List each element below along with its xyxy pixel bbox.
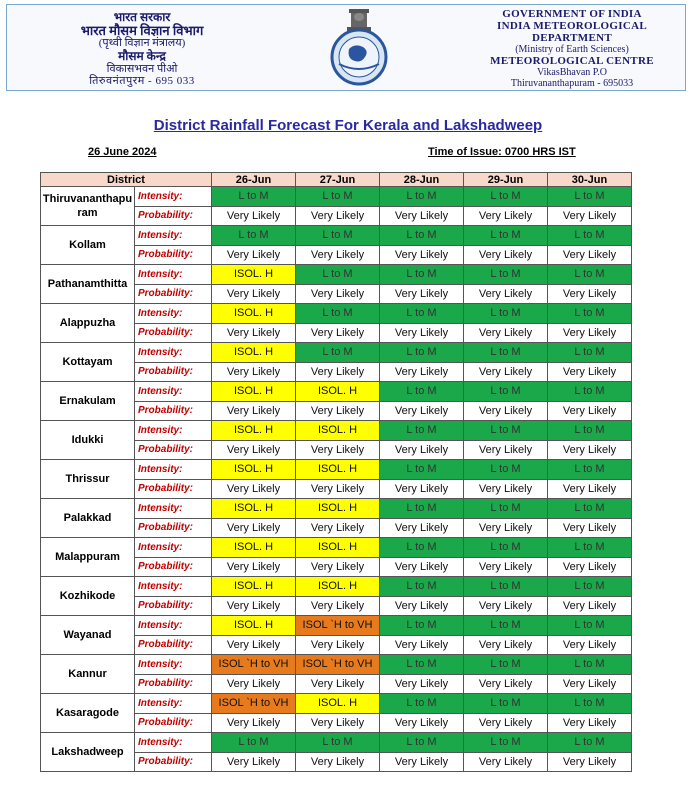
date-column-header: 28-Jun: [380, 173, 464, 187]
english-line: VikasBhavan P.O: [537, 67, 607, 78]
probability-cell: Very Likely: [548, 362, 632, 382]
probability-cell: Very Likely: [212, 206, 296, 226]
district-name: Thrissur: [41, 460, 135, 499]
intensity-label: Intensity:: [135, 616, 212, 636]
intensity-cell: L to M: [548, 382, 632, 402]
intensity-cell: ISOL `H to VH: [212, 694, 296, 714]
intensity-cell: L to M: [548, 655, 632, 675]
district-column-header: District: [41, 173, 212, 187]
district-name: Alappuzha: [41, 304, 135, 343]
intensity-label: Intensity:: [135, 187, 212, 207]
intensity-cell: L to M: [464, 616, 548, 636]
intensity-cell: L to M: [380, 304, 464, 324]
intensity-row: [41, 421, 632, 441]
intensity-cell: L to M: [548, 616, 632, 636]
intensity-cell: L to M: [548, 733, 632, 753]
probability-cell: Very Likely: [380, 713, 464, 733]
probability-cell: Very Likely: [548, 518, 632, 538]
probability-cell: Very Likely: [464, 635, 548, 655]
probability-cell: Very Likely: [464, 323, 548, 343]
probability-cell: Very Likely: [212, 323, 296, 343]
probability-cell: Very Likely: [464, 284, 548, 304]
probability-cell: Very Likely: [548, 713, 632, 733]
intensity-cell: L to M: [464, 694, 548, 714]
intensity-cell: L to M: [380, 499, 464, 519]
probability-cell: Very Likely: [380, 674, 464, 694]
english-header: [457, 8, 687, 89]
date-column-header: 26-Jun: [212, 173, 296, 187]
intensity-label: Intensity:: [135, 538, 212, 558]
probability-cell: Very Likely: [296, 401, 380, 421]
intensity-cell: L to M: [296, 265, 380, 285]
intensity-row: [41, 538, 632, 558]
probability-label: Probability:: [135, 401, 212, 421]
intensity-cell: L to M: [380, 694, 464, 714]
intensity-cell: L to M: [464, 655, 548, 675]
probability-label: Probability:: [135, 245, 212, 265]
probability-cell: Very Likely: [380, 518, 464, 538]
probability-cell: Very Likely: [296, 635, 380, 655]
probability-cell: Very Likely: [212, 284, 296, 304]
intensity-cell: L to M: [548, 304, 632, 324]
probability-cell: Very Likely: [212, 401, 296, 421]
district-name: Lakshadweep: [41, 733, 135, 772]
probability-cell: Very Likely: [296, 206, 380, 226]
probability-label: Probability:: [135, 479, 212, 499]
probability-label: Probability:: [135, 284, 212, 304]
probability-cell: Very Likely: [464, 401, 548, 421]
intensity-cell: ISOL `H to VH: [296, 655, 380, 675]
probability-cell: Very Likely: [548, 206, 632, 226]
intensity-row: [41, 343, 632, 363]
probability-cell: Very Likely: [296, 557, 380, 577]
intensity-cell: L to M: [464, 304, 548, 324]
intensity-cell: L to M: [380, 616, 464, 636]
intensity-label: Intensity:: [135, 343, 212, 363]
intensity-cell: L to M: [548, 538, 632, 558]
intensity-label: Intensity:: [135, 733, 212, 753]
probability-cell: Very Likely: [212, 440, 296, 460]
probability-cell: Very Likely: [548, 284, 632, 304]
probability-cell: Very Likely: [212, 713, 296, 733]
probability-cell: Very Likely: [212, 479, 296, 499]
hindi-line: मौसम केन्द्र: [118, 49, 166, 63]
intensity-cell: ISOL. H: [296, 577, 380, 597]
intensity-cell: L to M: [380, 655, 464, 675]
probability-cell: Very Likely: [212, 674, 296, 694]
intensity-row: [41, 733, 632, 753]
probability-cell: Very Likely: [464, 206, 548, 226]
probability-cell: Very Likely: [380, 206, 464, 226]
district-name: Kasaragode: [41, 694, 135, 733]
intensity-cell: L to M: [380, 187, 464, 207]
intensity-cell: L to M: [464, 265, 548, 285]
probability-cell: Very Likely: [380, 401, 464, 421]
probability-cell: Very Likely: [212, 596, 296, 616]
intensity-cell: ISOL. H: [296, 421, 380, 441]
issue-date: 26 June 2024: [88, 146, 157, 158]
probability-cell: Very Likely: [380, 479, 464, 499]
intensity-row: [41, 304, 632, 324]
probability-cell: Very Likely: [464, 752, 548, 772]
intensity-label: Intensity:: [135, 265, 212, 285]
probability-cell: Very Likely: [464, 713, 548, 733]
imd-emblem-icon: [319, 9, 399, 89]
probability-cell: Very Likely: [212, 518, 296, 538]
probability-cell: Very Likely: [380, 323, 464, 343]
probability-cell: Very Likely: [464, 245, 548, 265]
intensity-cell: ISOL. H: [296, 694, 380, 714]
probability-label: Probability:: [135, 206, 212, 226]
intensity-row: [41, 265, 632, 285]
intensity-cell: L to M: [380, 382, 464, 402]
probability-cell: Very Likely: [548, 674, 632, 694]
probability-cell: Very Likely: [548, 479, 632, 499]
intensity-cell: L to M: [548, 265, 632, 285]
intensity-cell: L to M: [380, 226, 464, 246]
probability-cell: Very Likely: [212, 752, 296, 772]
intensity-cell: L to M: [464, 343, 548, 363]
intensity-cell: L to M: [548, 226, 632, 246]
intensity-cell: L to M: [464, 460, 548, 480]
probability-cell: Very Likely: [464, 557, 548, 577]
probability-cell: Very Likely: [548, 635, 632, 655]
intensity-cell: L to M: [464, 733, 548, 753]
intensity-row: [41, 382, 632, 402]
intensity-cell: ISOL `H to VH: [212, 655, 296, 675]
intensity-cell: ISOL. H: [212, 460, 296, 480]
intensity-cell: ISOL. H: [296, 382, 380, 402]
table-header-row: [41, 173, 632, 187]
probability-cell: Very Likely: [548, 557, 632, 577]
probability-cell: Very Likely: [380, 284, 464, 304]
probability-cell: Very Likely: [548, 752, 632, 772]
probability-cell: Very Likely: [296, 479, 380, 499]
intensity-label: Intensity:: [135, 382, 212, 402]
intensity-cell: L to M: [380, 343, 464, 363]
district-name: Idukki: [41, 421, 135, 460]
probability-cell: Very Likely: [380, 245, 464, 265]
probability-label: Probability:: [135, 752, 212, 772]
probability-cell: Very Likely: [464, 362, 548, 382]
intensity-label: Intensity:: [135, 304, 212, 324]
district-name: Ernakulam: [41, 382, 135, 421]
probability-label: Probability:: [135, 674, 212, 694]
probability-label: Probability:: [135, 518, 212, 538]
probability-cell: Very Likely: [464, 440, 548, 460]
probability-label: Probability:: [135, 713, 212, 733]
intensity-row: [41, 655, 632, 675]
intensity-cell: ISOL. H: [212, 265, 296, 285]
intensity-cell: ISOL. H: [212, 343, 296, 363]
district-name: Thiruvananthapuram: [41, 187, 135, 226]
probability-cell: Very Likely: [380, 440, 464, 460]
intensity-cell: L to M: [296, 304, 380, 324]
intensity-cell: L to M: [464, 538, 548, 558]
probability-cell: Very Likely: [296, 323, 380, 343]
intensity-cell: L to M: [212, 733, 296, 753]
intensity-cell: L to M: [548, 499, 632, 519]
intensity-label: Intensity:: [135, 694, 212, 714]
intensity-cell: L to M: [464, 577, 548, 597]
intensity-cell: L to M: [296, 343, 380, 363]
english-line: GOVERNMENT OF INDIA: [502, 8, 642, 20]
intensity-cell: L to M: [296, 733, 380, 753]
intensity-label: Intensity:: [135, 499, 212, 519]
intensity-label: Intensity:: [135, 655, 212, 675]
probability-label: Probability:: [135, 440, 212, 460]
date-column-header: 30-Jun: [548, 173, 632, 187]
district-name: Kottayam: [41, 343, 135, 382]
issue-time: Time of Issue: 0700 HRS IST: [428, 146, 576, 158]
probability-cell: Very Likely: [296, 518, 380, 538]
intensity-cell: ISOL. H: [212, 304, 296, 324]
intensity-cell: ISOL. H: [212, 421, 296, 441]
intensity-cell: ISOL. H: [212, 382, 296, 402]
intensity-cell: L to M: [464, 226, 548, 246]
probability-label: Probability:: [135, 635, 212, 655]
probability-cell: Very Likely: [296, 713, 380, 733]
hindi-header: [67, 11, 217, 88]
english-line: Thiruvananthapuram - 695033: [510, 78, 634, 89]
probability-cell: Very Likely: [548, 401, 632, 421]
probability-cell: Very Likely: [380, 557, 464, 577]
probability-cell: Very Likely: [464, 596, 548, 616]
intensity-cell: L to M: [548, 694, 632, 714]
intensity-cell: L to M: [380, 577, 464, 597]
intensity-cell: L to M: [212, 226, 296, 246]
probability-cell: Very Likely: [212, 635, 296, 655]
intensity-cell: ISOL. H: [212, 577, 296, 597]
probability-cell: Very Likely: [296, 362, 380, 382]
probability-cell: Very Likely: [464, 479, 548, 499]
english-line: (Ministry of Earth Sciences): [515, 44, 629, 55]
intensity-row: [41, 187, 632, 207]
probability-cell: Very Likely: [380, 752, 464, 772]
forecast-table: [40, 172, 632, 772]
probability-cell: Very Likely: [548, 323, 632, 343]
probability-cell: Very Likely: [380, 596, 464, 616]
probability-cell: Very Likely: [380, 635, 464, 655]
intensity-cell: ISOL. H: [212, 616, 296, 636]
intensity-cell: L to M: [548, 187, 632, 207]
intensity-cell: L to M: [380, 460, 464, 480]
hindi-line: विकासभवन पीओ: [106, 63, 178, 75]
district-name: Kozhikode: [41, 577, 135, 616]
intensity-cell: L to M: [380, 265, 464, 285]
intensity-row: [41, 694, 632, 714]
hindi-line: भारत सरकार: [113, 10, 171, 24]
probability-cell: Very Likely: [464, 518, 548, 538]
intensity-row: [41, 499, 632, 519]
intensity-cell: L to M: [380, 421, 464, 441]
district-name: Malappuram: [41, 538, 135, 577]
letterhead: [6, 4, 686, 91]
intensity-cell: L to M: [548, 460, 632, 480]
district-name: Kollam: [41, 226, 135, 265]
intensity-cell: ISOL. H: [296, 538, 380, 558]
hindi-line: भारत मौसम विज्ञान विभाग: [80, 23, 204, 38]
district-name: Palakkad: [41, 499, 135, 538]
date-column-header: 27-Jun: [296, 173, 380, 187]
probability-label: Probability:: [135, 362, 212, 382]
probability-cell: Very Likely: [548, 245, 632, 265]
intensity-cell: L to M: [548, 343, 632, 363]
intensity-row: [41, 577, 632, 597]
date-column-header: 29-Jun: [464, 173, 548, 187]
hindi-line: (पृथ्वी विज्ञान मंत्रालय): [98, 37, 186, 49]
intensity-cell: ISOL. H: [212, 538, 296, 558]
probability-cell: Very Likely: [212, 245, 296, 265]
intensity-cell: L to M: [464, 421, 548, 441]
probability-cell: Very Likely: [212, 557, 296, 577]
english-line: METEOROLOGICAL CENTRE: [490, 55, 654, 67]
intensity-cell: L to M: [548, 577, 632, 597]
intensity-cell: ISOL. H: [296, 460, 380, 480]
intensity-row: [41, 460, 632, 480]
intensity-label: Intensity:: [135, 577, 212, 597]
probability-cell: Very Likely: [296, 284, 380, 304]
intensity-label: Intensity:: [135, 226, 212, 246]
english-line: DEPARTMENT: [531, 32, 613, 44]
probability-cell: Very Likely: [296, 440, 380, 460]
page-title: District Rainfall Forecast For Kerala and Lakshadweep: [153, 117, 543, 134]
english-line: INDIA METEOROLOGICAL: [497, 20, 647, 32]
intensity-cell: L to M: [548, 421, 632, 441]
probability-cell: Very Likely: [296, 245, 380, 265]
intensity-cell: L to M: [380, 733, 464, 753]
probability-cell: Very Likely: [296, 752, 380, 772]
probability-cell: Very Likely: [296, 674, 380, 694]
district-name: Kannur: [41, 655, 135, 694]
intensity-cell: L to M: [296, 226, 380, 246]
district-name: Wayanad: [41, 616, 135, 655]
intensity-cell: L to M: [464, 187, 548, 207]
intensity-label: Intensity:: [135, 421, 212, 441]
probability-label: Probability:: [135, 323, 212, 343]
intensity-row: [41, 616, 632, 636]
probability-cell: Very Likely: [548, 596, 632, 616]
intensity-cell: ISOL. H: [212, 499, 296, 519]
probability-cell: Very Likely: [464, 674, 548, 694]
probability-label: Probability:: [135, 557, 212, 577]
intensity-cell: L to M: [464, 382, 548, 402]
intensity-cell: L to M: [212, 187, 296, 207]
intensity-cell: L to M: [464, 499, 548, 519]
probability-label: Probability:: [135, 596, 212, 616]
intensity-cell: ISOL. H: [296, 499, 380, 519]
intensity-cell: L to M: [296, 187, 380, 207]
probability-cell: Very Likely: [548, 440, 632, 460]
probability-cell: Very Likely: [212, 362, 296, 382]
intensity-row: [41, 226, 632, 246]
intensity-label: Intensity:: [135, 460, 212, 480]
probability-cell: Very Likely: [296, 596, 380, 616]
intensity-cell: ISOL `H to VH: [296, 616, 380, 636]
intensity-cell: L to M: [380, 538, 464, 558]
probability-cell: Very Likely: [380, 362, 464, 382]
district-name: Pathanamthitta: [41, 265, 135, 304]
hindi-line: तिरुवनंतपुरम - 695 033: [89, 75, 195, 87]
forecast-table-body: [41, 187, 632, 772]
